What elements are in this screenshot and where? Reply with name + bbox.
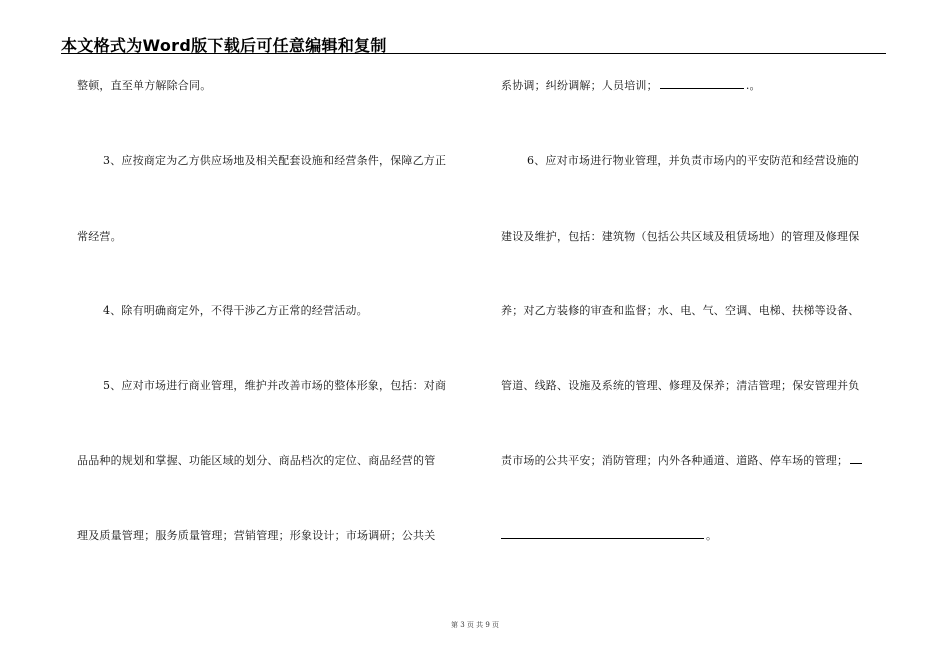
paragraph-line: 建设及维护，包括：建筑物（包括公共区域及租赁场地）的管理及修理保 bbox=[501, 230, 860, 243]
header-divider bbox=[61, 53, 886, 54]
paragraph-line-with-blank bbox=[501, 79, 761, 93]
paragraph-line: 管道、线路、设施及系统的管理、修理及保养；清洁管理；保安管理并负 bbox=[501, 379, 860, 392]
paragraph-line: 3、应按商定为乙方供应场地及相关配套设施和经营条件，保障乙方正 bbox=[103, 154, 447, 167]
paragraph-line: 养；对乙方装修的审查和监督；水、电、气、空调、电梯、扶梯等设备、 bbox=[501, 304, 860, 317]
paragraph-line-with-blank bbox=[501, 529, 717, 543]
paragraph-line: 整顿，直至单方解除合同。 bbox=[77, 79, 212, 92]
fill-in-blank bbox=[850, 454, 862, 464]
paragraph-line: 品品种的规划和掌握、功能区域的划分、商品档次的定位、商品经营的管 bbox=[77, 454, 436, 467]
paragraph-text: 。 bbox=[706, 529, 718, 542]
paragraph-line: 5、应对市场进行商业管理，维护并改善市场的整体形象，包括：对商 bbox=[103, 379, 447, 392]
fill-in-blank bbox=[501, 529, 704, 539]
paragraph-text: 责市场的公共平安；消防管理；内外各种通道、道路、停车场的管理； bbox=[501, 454, 849, 467]
paragraph-line: 常经营。 bbox=[77, 230, 122, 243]
paragraph-line: 4、除有明确商定外，不得干涉乙方正常的经营活动。 bbox=[103, 304, 368, 317]
page-number: 第 3 页 共 9 页 bbox=[450, 621, 500, 629]
paragraph-line-with-blank bbox=[501, 454, 864, 468]
paragraph-line: 6、应对市场进行物业管理，并负责市场内的平安防范和经营设施的 bbox=[527, 154, 859, 167]
fill-in-blank bbox=[660, 79, 744, 89]
header-title: 本文格式为Word版下载后可任意编辑和复制 bbox=[61, 36, 387, 55]
paragraph-text: .。 bbox=[745, 79, 761, 92]
paragraph-line: 理及质量管理；服务质量管理；营销管理；形象设计；市场调研；公共关 bbox=[77, 529, 436, 542]
paragraph-text: 系协调；纠纷调解；人员培训； bbox=[501, 79, 658, 92]
